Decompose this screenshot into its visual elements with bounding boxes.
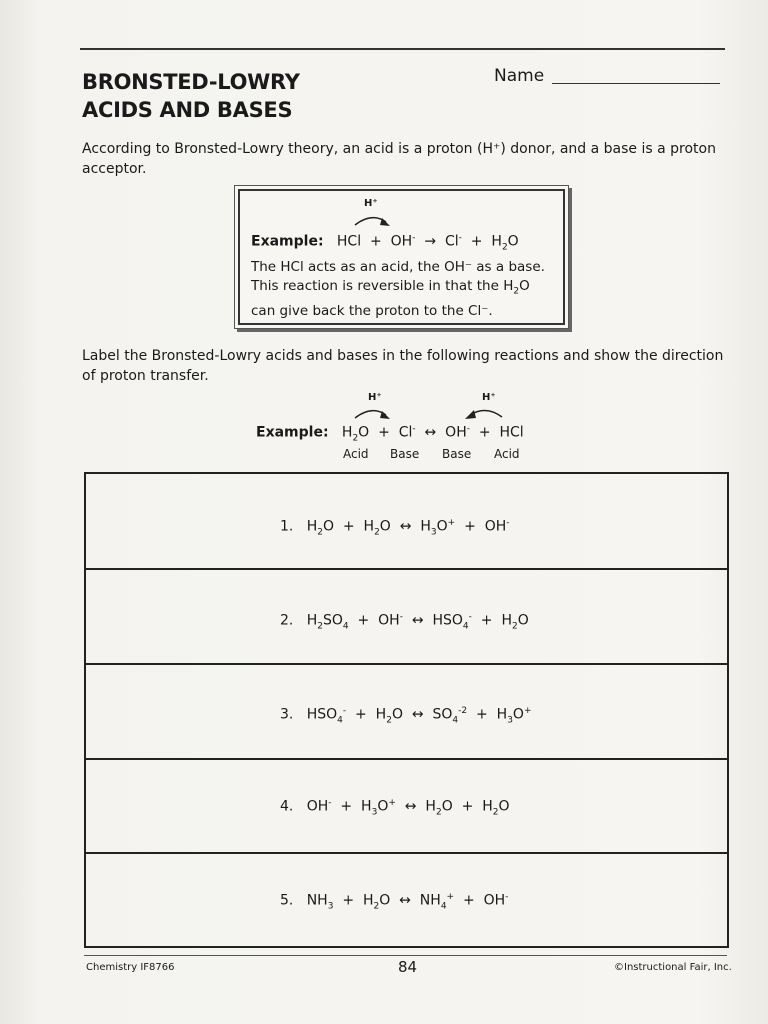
example-explanation: The HCl acts as an acid, the OH⁻ as a base. This reaction is reversible in that the $H_2O$ can give back the proton to the Cl⁻. [251, 259, 545, 319]
intro-text: According to Bronsted-Lowry theory, an acid is a proton (H⁺) donor, and a base is a proton acceptor. [82, 141, 716, 177]
top-rule [80, 48, 725, 50]
name-label: Name [494, 66, 545, 86]
reaction-5[interactable]: 5. $NH_3 + H_2O$ ↔ $NH_4^+ + OH^-$ [280, 892, 509, 912]
example-label: Example: [251, 233, 324, 250]
label-base-2: Base [442, 447, 472, 461]
label-acid-2: Acid [494, 447, 520, 461]
row-divider [86, 758, 727, 760]
page-title [82, 68, 300, 124]
reaction-2[interactable]: 2. $H_2SO_4 + OH^-$ ↔ $HSO_4^- + H_2O$ [280, 612, 529, 632]
example2-equation: Example: $H_2O + Cl^-$ ↔ OH- + HCl [256, 424, 524, 444]
title-line-2: ACIDS AND BASES [82, 98, 293, 122]
instructions-text: Label the Bronsted-Lowry acids and bases in the following reactions and show the direction of proton transfer. [82, 348, 724, 384]
reaction-3[interactable]: 3. $HSO_4^- + H_2O$ ↔ $SO_4^{-2} + H_3O^+$ [280, 706, 532, 726]
page-number: 84 [398, 958, 418, 976]
reaction-4[interactable]: 4. $OH^- + H_3O^+$ ↔ $H_2O + H_2O$ [280, 798, 510, 818]
proton-arrow-left-icon [352, 405, 394, 421]
example2-label: Example: [256, 424, 329, 441]
example-box [234, 185, 569, 329]
row-divider [86, 568, 727, 570]
row-divider [86, 852, 727, 854]
footer-right: ©Instructional Fair, Inc. [614, 962, 732, 973]
name-input-line[interactable] [552, 83, 720, 84]
label-acid-1: Acid [343, 447, 369, 461]
reaction-1[interactable]: 1. $H_2O + H_2O$ ↔ $H_3O^+ + OH^-$ [280, 518, 510, 538]
proton-transfer-arrow-icon [352, 212, 394, 228]
proton-label-left: H⁺ [368, 392, 382, 403]
example-equation: Example: HCl + $OH^- \to Cl^- + H_2O$ [251, 233, 519, 253]
proton-label: H⁺ [364, 198, 378, 209]
proton-label-right: H⁺ [482, 392, 496, 403]
footer-left: Chemistry IF8766 [86, 962, 175, 973]
reactions-box [84, 472, 729, 948]
footer-rule [84, 955, 727, 956]
row-divider [86, 663, 727, 665]
title-line-1: BRONSTED-LOWRY [82, 70, 300, 94]
label-base-1: Base [390, 447, 420, 461]
proton-arrow-right-icon [460, 405, 506, 421]
